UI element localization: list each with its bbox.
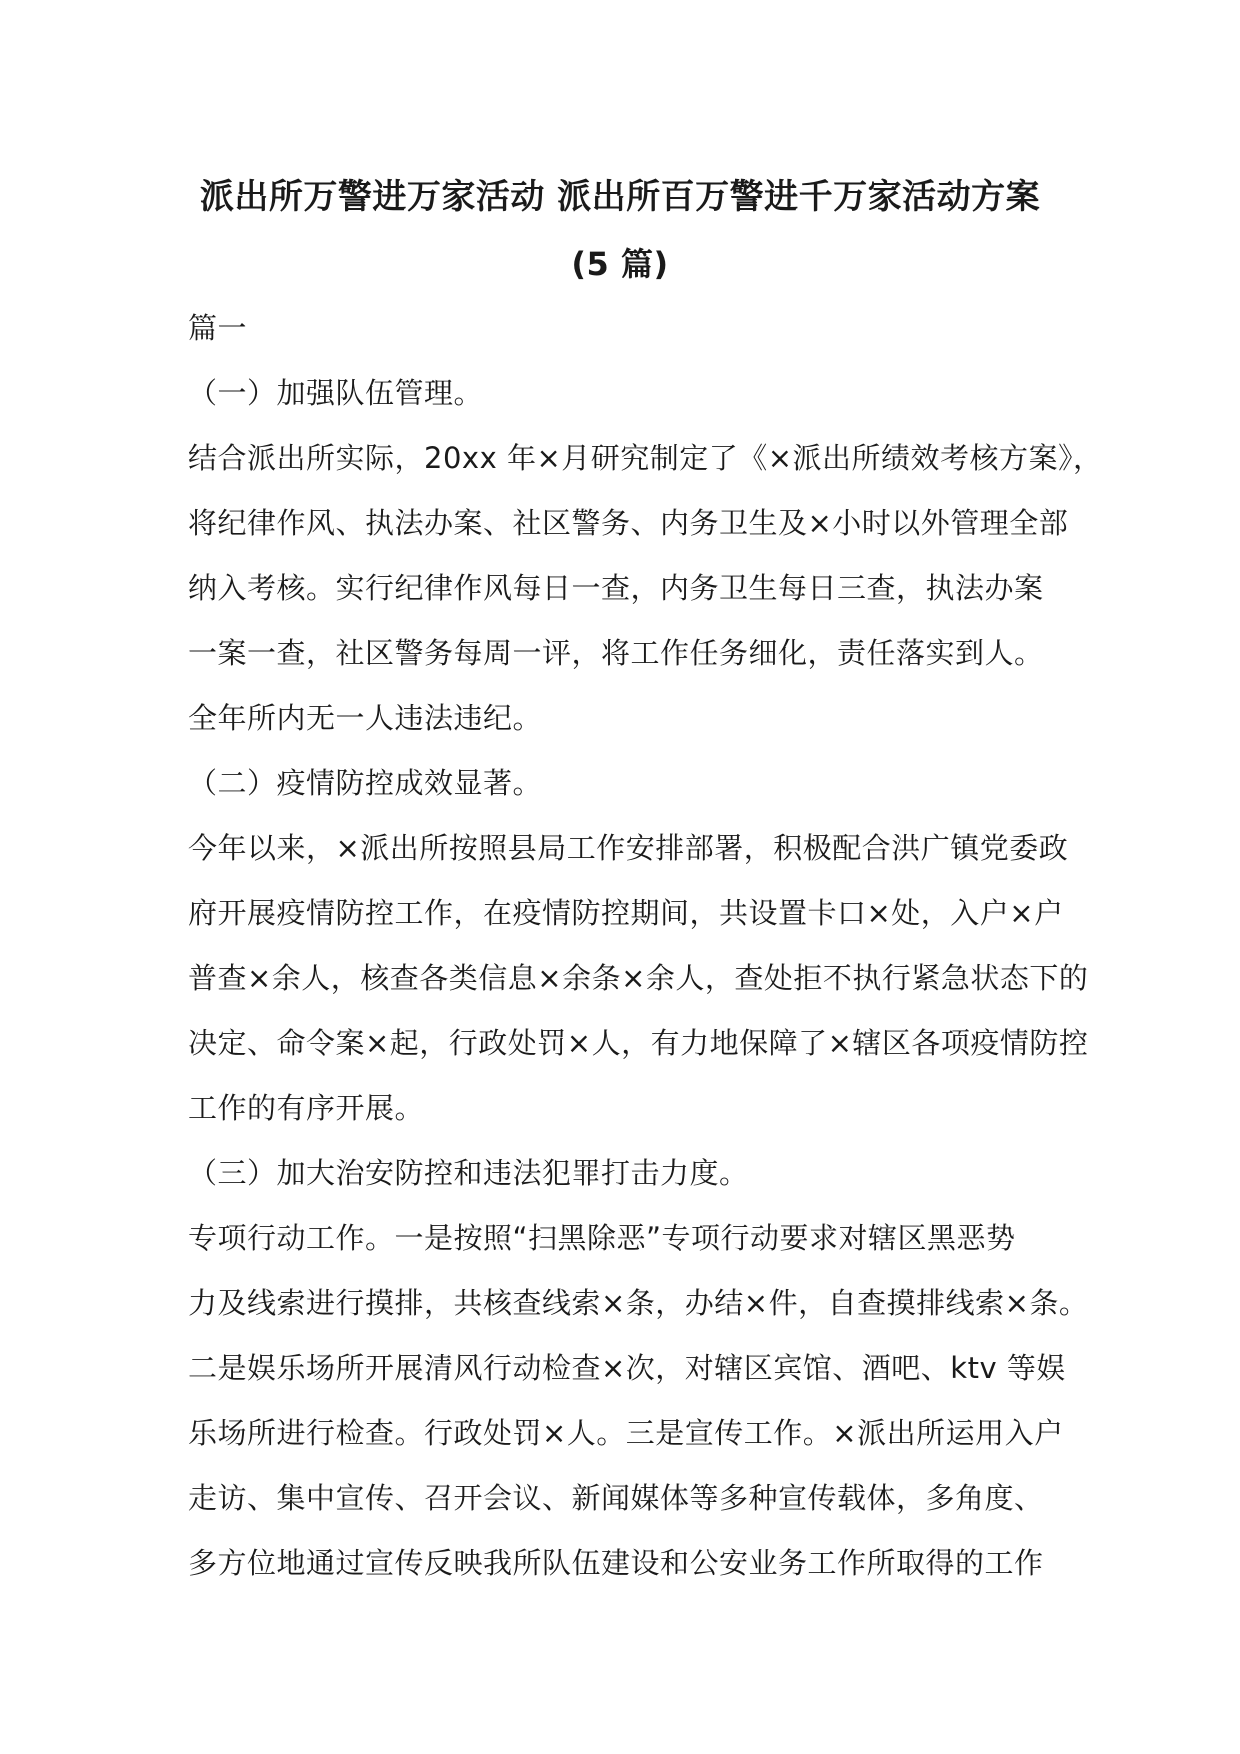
body-text-line: 纳入考核。实行纪律作风每日一查，内务卫生每日三查，执法办案 (188, 571, 1044, 605)
body-text-line: 乐场所进行检查。行政处罚×人。三是宣传工作。×派出所运用入户 (188, 1416, 1064, 1450)
body-text-line: 工作的有序开展。 (188, 1091, 425, 1125)
document-title: 派出所万警进万家活动 派出所百万警进千万家活动方案 (199, 177, 1041, 217)
document-subtitle: (5 篇) (571, 245, 669, 283)
body-text-line: 结合派出所实际，20xx 年×月研究制定了《×派出所绩效考核方案》， (188, 441, 1103, 475)
subsection-heading: （一）加强队伍管理。 (188, 376, 484, 410)
body-text-line: 专项行动工作。一是按照“扫黑除恶”专项行动要求对辖区黑恶势 (188, 1221, 1016, 1255)
body-text-line: 多方位地通过宣传反映我所队伍建设和公安业务工作所取得的工作 (188, 1546, 1044, 1580)
subsection-heading: （三）加大治安防控和违法犯罪打击力度。 (188, 1156, 749, 1190)
body-text-line: 力及线索进行摸排，共核查线索×条，办结×件，自查摸排线索×条。 (188, 1286, 1089, 1320)
body-text-line: 全年所内无一人违法违纪。 (188, 701, 543, 735)
body-text-line: 二是娱乐场所开展清风行动检查×次，对辖区宾馆、酒吧、ktv 等娱 (188, 1351, 1066, 1385)
body-text-line: 决定、命令案×起，行政处罚×人，有力地保障了×辖区各项疫情防控 (188, 1026, 1089, 1060)
section-heading-part-one: 篇一 (188, 311, 248, 345)
body-text-line: 将纪律作风、执法办案、社区警务、内务卫生及×小时以外管理全部 (188, 506, 1069, 540)
body-text-line: 府开展疫情防控工作，在疫情防控期间，共设置卡口×处，入户×户 (188, 896, 1064, 930)
body-text-line: 今年以来，×派出所按照县局工作安排部署，积极配合洪广镇党委政 (188, 831, 1069, 865)
subsection-heading: （二）疫情防控成效显著。 (188, 766, 543, 800)
body-text-line: 走访、集中宣传、召开会议、新闻媒体等多种宣传载体，多角度、 (188, 1481, 1044, 1515)
body-text-line: 普查×余人，核查各类信息×余条×余人，查处拒不执行紧急状态下的 (188, 961, 1089, 995)
body-text-line: 一案一查，社区警务每周一评，将工作任务细化，责任落实到人。 (188, 636, 1044, 670)
